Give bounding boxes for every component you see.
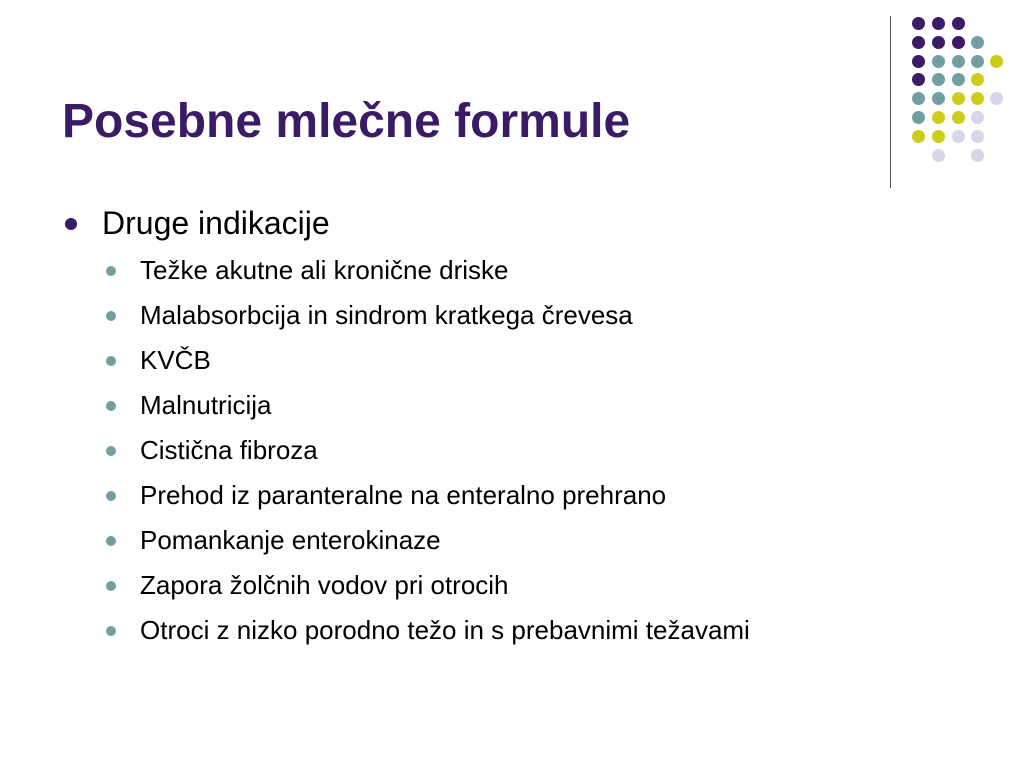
decorative-dot — [971, 111, 984, 124]
decorative-divider — [890, 16, 891, 188]
decorative-dot — [912, 36, 925, 49]
sub-bullet-dot-icon — [106, 401, 116, 411]
sub-bullet-item — [62, 293, 962, 338]
sub-bullet-dot-icon — [106, 356, 116, 366]
sub-bullet-list — [62, 248, 962, 653]
decorative-dot — [932, 55, 945, 68]
sub-bullet-dot-icon — [106, 446, 116, 456]
decorative-dot — [971, 36, 984, 49]
decorative-dot — [952, 73, 965, 86]
decorative-dot — [952, 111, 965, 124]
decorative-dot — [971, 92, 984, 105]
decorative-dot — [932, 36, 945, 49]
bullet-text: Druge indikacije — [102, 205, 330, 241]
sub-bullet-item — [62, 383, 962, 428]
decorative-dot — [952, 17, 965, 30]
sub-bullet-text: Prehod iz paranteralne na enteralno prehrano — [140, 480, 667, 510]
decorative-dot — [912, 73, 925, 86]
decorative-dot — [912, 130, 925, 143]
sub-bullet-text: Pomankanje enterokinaze — [140, 525, 441, 555]
sub-bullet-text: Malnutricija — [140, 390, 272, 420]
sub-bullet-text: Zapora žolčnih vodov pri otrocih — [140, 570, 509, 600]
sub-bullet-text: Otroci z nizko porodno težo in s prebavnimi težavami — [140, 615, 750, 645]
sub-bullet-text: Cistična fibroza — [140, 435, 318, 465]
decorative-dot — [952, 55, 965, 68]
sub-bullet-item — [62, 518, 962, 563]
decorative-dot — [912, 92, 925, 105]
sub-bullet-dot-icon — [106, 581, 116, 591]
sub-bullet-text: Malabsorbcija in sindrom kratkega črevesa — [140, 300, 633, 330]
sub-bullet-item — [62, 338, 962, 383]
decorative-dot — [912, 17, 925, 30]
decorative-dot — [952, 92, 965, 105]
decorative-dot — [912, 111, 925, 124]
sub-bullet-dot-icon — [106, 626, 116, 636]
bullet-item — [62, 200, 962, 246]
decorative-dot — [971, 130, 984, 143]
decorative-dot — [932, 149, 945, 162]
decorative-dot — [932, 73, 945, 86]
sub-bullet-item — [62, 248, 962, 293]
sub-bullet-item — [62, 563, 962, 608]
decorative-dot — [932, 92, 945, 105]
sub-bullet-text: Težke akutne ali kronične driske — [140, 255, 509, 285]
decorative-dot — [990, 92, 1003, 105]
sub-bullet-dot-icon — [106, 536, 116, 546]
sub-bullet-item — [62, 608, 962, 653]
sub-bullet-item — [62, 473, 962, 518]
sub-bullet-dot-icon — [106, 491, 116, 501]
sub-bullet-dot-icon — [106, 266, 116, 276]
decorative-dot — [971, 149, 984, 162]
decorative-dot — [912, 55, 925, 68]
slide-title: Posebne mlečne formule — [62, 95, 631, 148]
decorative-dot — [952, 130, 965, 143]
sub-bullet-text: KVČB — [140, 345, 211, 375]
sub-bullet-item — [62, 428, 962, 473]
bullet-dot-icon — [65, 218, 77, 230]
sub-bullet-dot-icon — [106, 311, 116, 321]
slide-body — [62, 200, 962, 653]
decorative-dot — [932, 130, 945, 143]
decorative-dot — [932, 17, 945, 30]
decorative-dot — [990, 55, 1003, 68]
decorative-dot — [971, 73, 984, 86]
decorative-dot — [952, 36, 965, 49]
decorative-dot — [971, 55, 984, 68]
decorative-dot — [932, 111, 945, 124]
